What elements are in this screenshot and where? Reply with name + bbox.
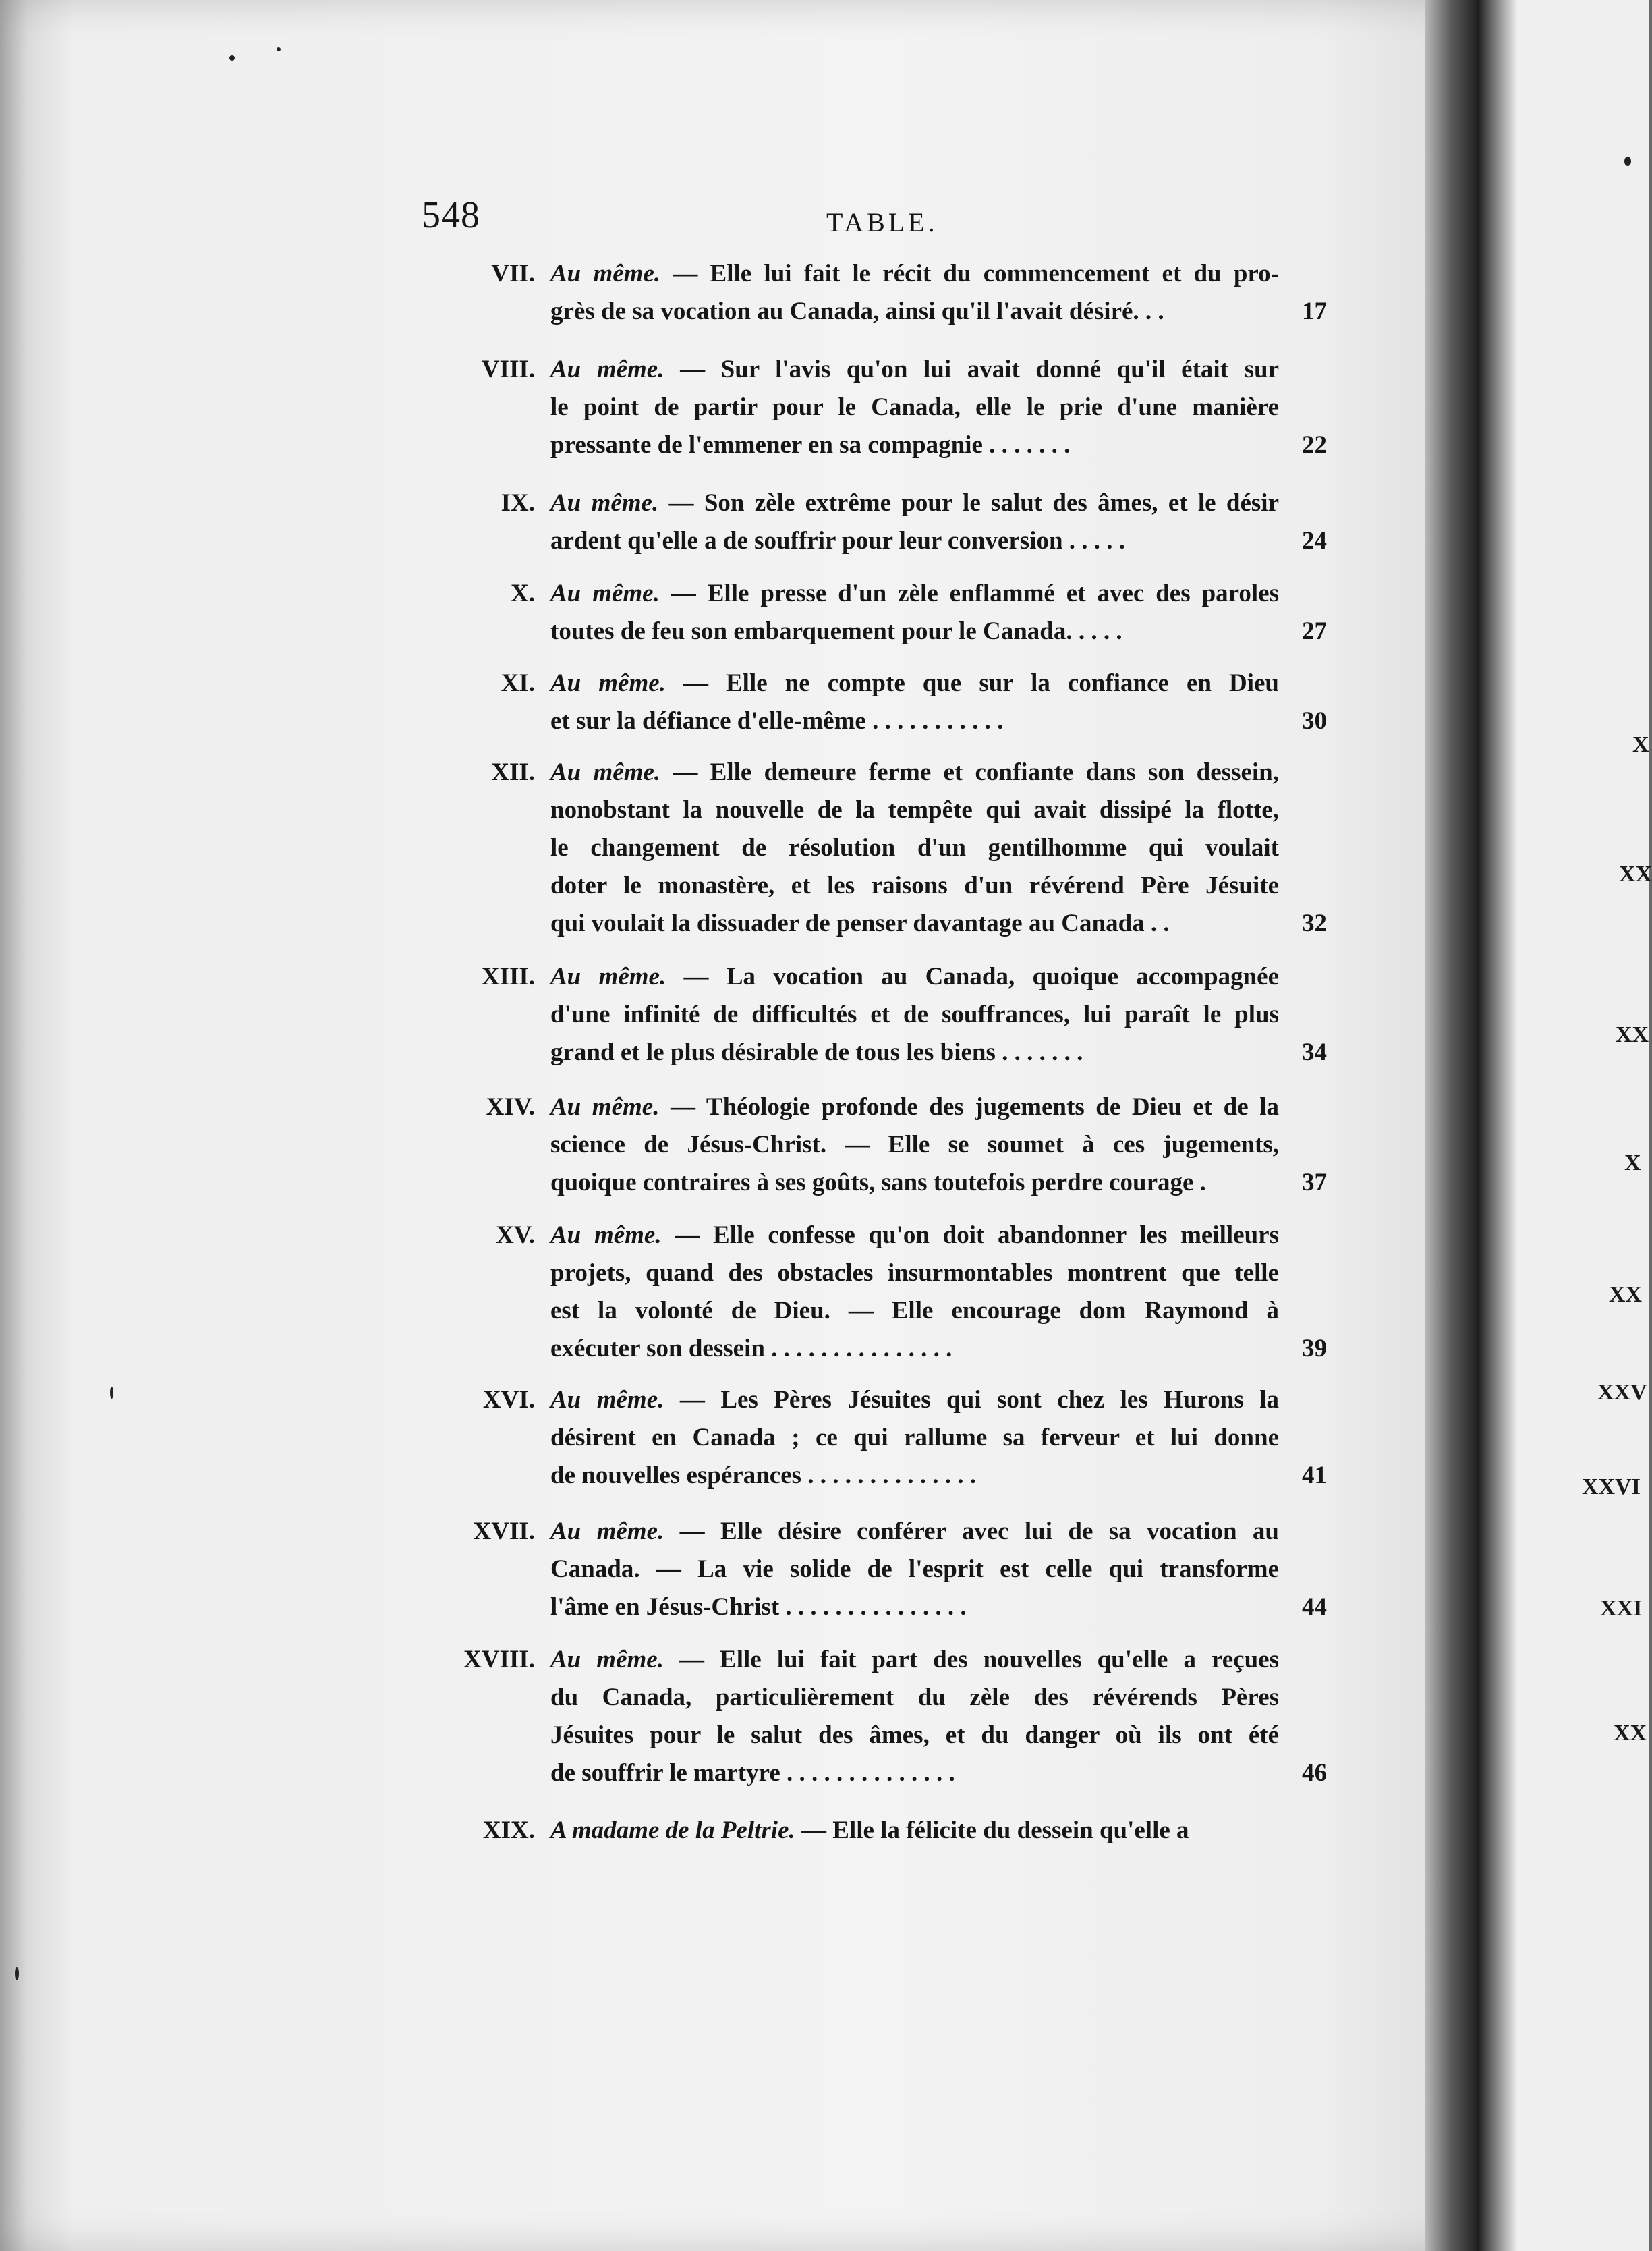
entry-line: et sur la défiance d'elle-même . . . . . . . . . . . (550, 707, 1004, 735)
entry-line: l'âme en Jésus-Christ . . . . . . . . . . . . . . . (550, 1593, 967, 1621)
entry-text (550, 484, 1279, 560)
entry-line (550, 1641, 1279, 1679)
page-title: TABLE. (826, 207, 938, 238)
page-reference: 22 (1302, 431, 1327, 459)
entry-text (550, 1088, 1279, 1202)
entry-line (550, 575, 1279, 613)
addressee: Au même. (550, 1646, 664, 1673)
facing-page-numeral: XX (1616, 1022, 1649, 1047)
facing-page-numeral: XXV (1597, 1380, 1647, 1405)
entry-text (550, 1812, 1279, 1850)
entry-line-text: — Elle presse d'un zèle enflammé et avec des paroles (671, 580, 1280, 607)
page-reference: 32 (1302, 910, 1327, 937)
entry-line (550, 351, 1279, 389)
entry-line (550, 1513, 1279, 1551)
facing-page-numeral: X (1632, 732, 1649, 757)
entry-text (550, 1641, 1279, 1792)
ink-speck (229, 55, 235, 61)
entry-line: quoique contraires à ses goûts, sans toutefois perdre courage . (550, 1169, 1206, 1196)
entry-line: exécuter son dessein . . . . . . . . . . . . . . . (550, 1335, 952, 1362)
page-reference: 30 (1302, 707, 1327, 735)
entry-line-text: — Elle désire conférer avec lui de sa vocation au (679, 1518, 1280, 1545)
entry-line-text: — Elle confesse qu'on doit abandonner les meilleurs (675, 1221, 1279, 1249)
entry-line-text: — Elle lui fait part des nouvelles qu'elle a reçues (679, 1646, 1279, 1673)
entry-line-text: — Elle demeure ferme et confiante dans son dessein, (673, 758, 1280, 786)
facing-page-numeral: XX (1609, 1282, 1643, 1307)
page-reference: 41 (1302, 1462, 1327, 1489)
entry-line: grand et le plus désirable de tous les biens . . . . . . . (550, 1038, 1083, 1066)
entry-line-text: — Théologie profonde des jugements de Dieu et de la (671, 1093, 1279, 1121)
entry-line: le point de partir pour le Canada, elle le prie d'une manière (550, 393, 1279, 421)
entry-line: d'une infinité de difficultés et de souffrances, lui paraît le plus (550, 1001, 1279, 1028)
letter-number: VII. (491, 260, 535, 287)
ink-speck (277, 47, 281, 51)
entry-line: qui voulait la dissuader de penser davantage au Canada . . (550, 910, 1170, 937)
letter-number: XIV. (486, 1093, 535, 1121)
entry-line-text: — Elle la félicite du dessein qu'elle a (801, 1816, 1189, 1844)
letter-number: XVII. (473, 1518, 535, 1545)
entry-text (550, 575, 1279, 650)
entry-line: Jésuites pour le salut des âmes, et du danger où ils ont été (550, 1721, 1279, 1749)
addressee: Au même. (550, 758, 661, 786)
entry-line: pressante de l'emmener en sa compagnie . . . . . . . (550, 431, 1071, 459)
letter-number: XV. (496, 1221, 535, 1249)
addressee: Au même. (550, 1518, 664, 1545)
entry-line-text: — Elle lui fait le récit du commencement et du pro- (673, 260, 1279, 287)
page-reference: 37 (1302, 1169, 1327, 1196)
letter-number: XI. (501, 669, 535, 697)
ink-speck (1624, 157, 1631, 166)
letter-number: X. (511, 580, 535, 607)
entry-line: toutes de feu son embarquement pour le Canada. . . . . (550, 617, 1122, 645)
page-reference: 27 (1302, 617, 1327, 645)
letter-number: IX. (501, 489, 535, 517)
entry-line: projets, quand des obstacles insurmontables montrent que telle (550, 1259, 1279, 1287)
addressee: Au même. (550, 260, 661, 287)
addressee: Au même. (550, 1221, 662, 1249)
entry-line (550, 754, 1279, 791)
facing-page-numeral: XX (1614, 1721, 1647, 1746)
entry-line-text: — Elle ne compte que sur la confiance en Dieu (683, 669, 1279, 697)
entry-text (550, 1381, 1279, 1495)
entry-line-text: — Sur l'avis qu'on lui avait donné qu'il était sur (680, 356, 1279, 383)
entry-line (550, 1381, 1279, 1419)
entry-line (550, 665, 1279, 702)
entry-line-text: — Son zèle extrême pour le salut des âmes, et le désir (668, 489, 1280, 517)
entry-line: de nouvelles espérances . . . . . . . . . . . . . . (550, 1462, 977, 1489)
letter-number: XIX. (482, 1816, 535, 1844)
entry-line (550, 1088, 1279, 1126)
ink-speck (15, 1967, 19, 1980)
entry-line: grès de sa vocation au Canada, ainsi qu'il l'avait désiré. . . (550, 298, 1164, 325)
facing-page-numeral: XXI (1600, 1596, 1643, 1621)
facing-page-numeral: XX (1619, 862, 1652, 887)
entry-line (550, 255, 1279, 293)
entry-line: le changement de résolution d'un gentilhomme qui voulait (550, 834, 1279, 862)
entry-line: science de Jésus-Christ. — Elle se soumet à ces jugements, (550, 1131, 1279, 1159)
facing-page-numeral: X (1624, 1150, 1641, 1175)
entry-line-text: — La vocation au Canada, quoique accompagnée (683, 963, 1279, 991)
page-reference: 34 (1302, 1038, 1327, 1066)
facing-page-edge (1477, 0, 1649, 2251)
entry-text (550, 351, 1279, 464)
entry-text (550, 665, 1279, 740)
letter-number: VIII. (481, 356, 535, 383)
page-reference: 46 (1302, 1759, 1327, 1787)
entry-line (550, 1217, 1279, 1254)
page-reference: 44 (1302, 1593, 1327, 1621)
page-number: 548 (422, 194, 480, 236)
page-reference: 39 (1302, 1335, 1327, 1362)
addressee: A madame de la Peltrie. (550, 1816, 795, 1844)
entry-line: du Canada, particulièrement du zèle des révérends Pères (550, 1684, 1279, 1711)
addressee: Au même. (550, 580, 660, 607)
entry-line: ardent qu'elle a de souffrir pour leur conversion . . . . . (550, 527, 1126, 555)
entry-text (550, 958, 1279, 1072)
entry-text (550, 754, 1279, 943)
entry-text (550, 1513, 1279, 1626)
entry-line: désirent en Canada ; ce qui rallume sa ferveur et lui donne (550, 1424, 1279, 1451)
entry-line (550, 484, 1279, 522)
book-gutter (1425, 0, 1484, 2251)
page-reference: 24 (1302, 527, 1327, 555)
entry-line: est la volonté de Dieu. — Elle encourage dom Raymond à (550, 1297, 1279, 1325)
entry-text (550, 1217, 1279, 1368)
entry-line (550, 958, 1279, 996)
addressee: Au même. (550, 1093, 660, 1121)
ink-speck (110, 1387, 113, 1399)
letter-number: XIII. (481, 963, 535, 991)
addressee: Au même. (550, 669, 666, 697)
entry-line-text: — Les Pères Jésuites qui sont chez les Hurons la (679, 1386, 1280, 1414)
letter-number: XVIII. (463, 1646, 535, 1673)
addressee: Au même. (550, 963, 666, 991)
letter-number: XII. (491, 758, 535, 786)
addressee: Au même. (550, 356, 664, 383)
facing-page-numeral: XXVI (1582, 1474, 1641, 1499)
entry-line: doter le monastère, et les raisons d'un révérend Père Jésuite (550, 872, 1279, 899)
page-reference: 17 (1302, 298, 1327, 325)
letter-number: XVI. (482, 1386, 535, 1414)
entry-line (550, 1812, 1279, 1850)
addressee: Au même. (550, 489, 659, 517)
entry-line: de souffrir le martyre . . . . . . . . . . . . . . (550, 1759, 955, 1787)
entry-line: Canada. — La vie solide de l'esprit est celle qui transforme (550, 1555, 1279, 1583)
entry-line: nonobstant la nouvelle de la tempête qui avait dissipé la flotte, (550, 796, 1279, 824)
entry-text (550, 255, 1279, 331)
addressee: Au même. (550, 1386, 664, 1414)
